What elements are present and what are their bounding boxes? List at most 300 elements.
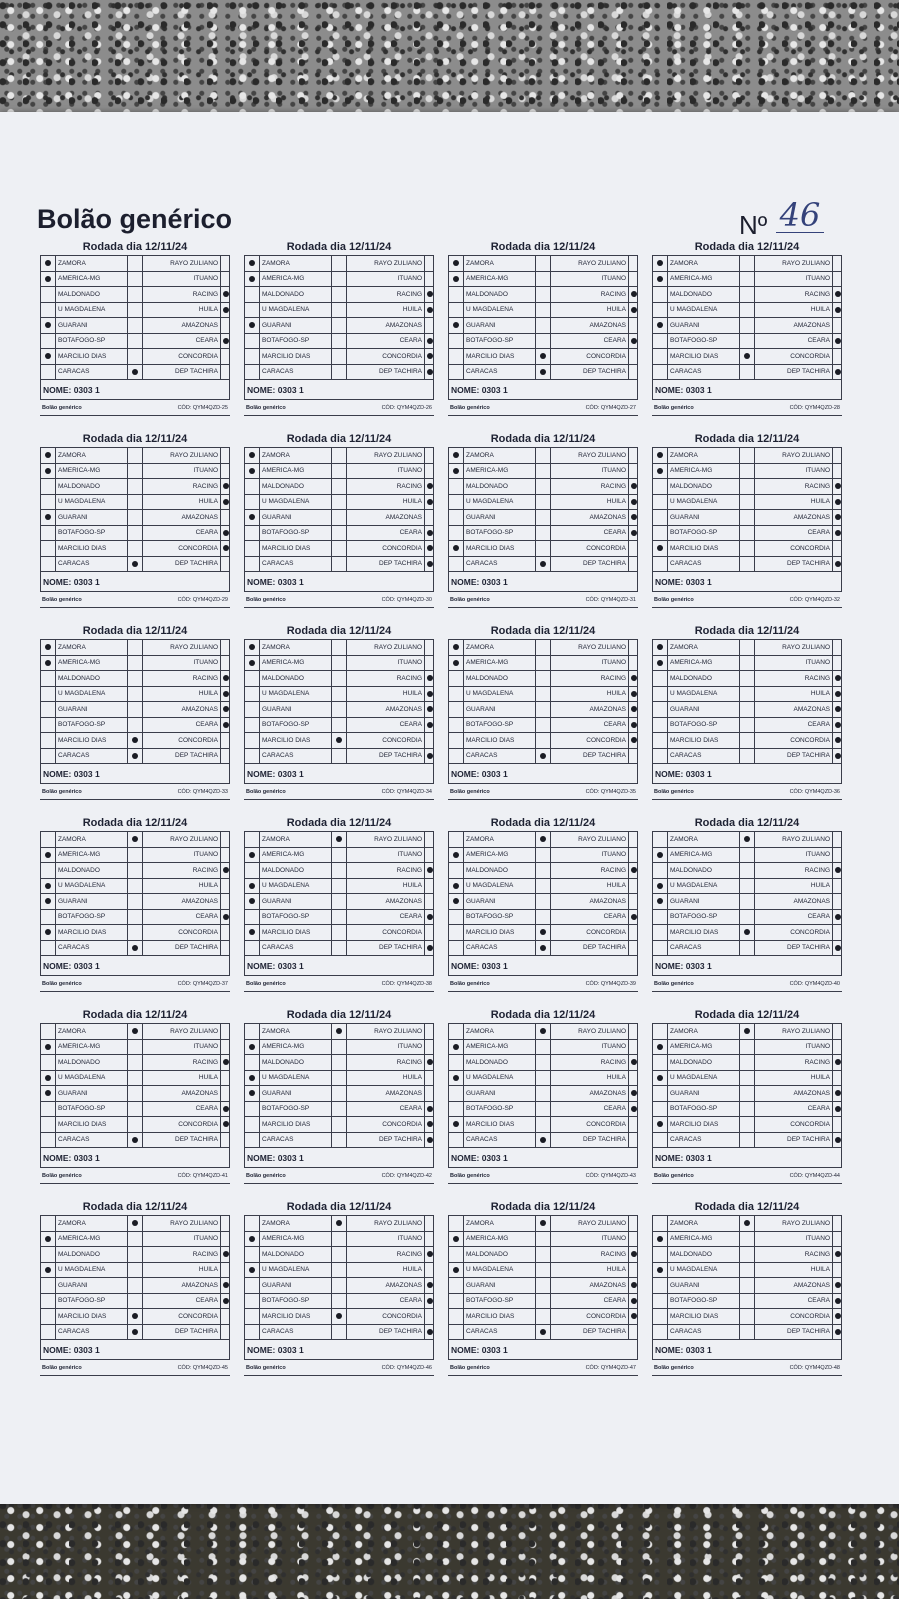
draw-pick-box[interactable] [739,1216,755,1231]
home-pick-box[interactable] [653,848,667,863]
home-pick-box[interactable] [449,1040,463,1055]
draw-pick-box[interactable] [127,349,143,364]
away-pick-box[interactable] [221,1313,230,1319]
away-pick-box[interactable] [629,322,638,328]
away-pick-box[interactable] [221,322,230,328]
draw-pick-box[interactable] [331,334,347,349]
draw-pick-box[interactable] [331,656,347,671]
home-pick-box[interactable] [449,464,463,479]
draw-pick-box[interactable] [331,287,347,302]
home-pick-box[interactable] [41,879,55,894]
draw-pick-box[interactable] [535,349,551,364]
draw-pick-box[interactable] [535,1216,551,1231]
away-pick-box[interactable] [221,1329,230,1335]
away-pick-box[interactable] [425,1220,434,1226]
away-pick-box[interactable] [221,852,230,858]
draw-pick-box[interactable] [535,1102,551,1117]
away-pick-box[interactable] [629,1028,638,1034]
home-pick-box[interactable] [653,1024,667,1039]
home-pick-box[interactable] [449,687,463,702]
draw-pick-box[interactable] [331,1278,347,1293]
draw-pick-box[interactable] [127,1325,143,1340]
home-pick-box[interactable] [653,1071,667,1086]
draw-pick-box[interactable] [127,510,143,525]
home-pick-box[interactable] [653,1055,667,1070]
home-pick-box[interactable] [245,557,259,572]
draw-pick-box[interactable] [127,941,143,956]
draw-pick-box[interactable] [127,733,143,748]
away-pick-box[interactable] [221,929,230,935]
away-pick-box[interactable] [833,322,842,328]
away-pick-box[interactable] [425,660,434,666]
draw-pick-box[interactable] [739,1278,755,1293]
home-pick-box[interactable] [41,464,55,479]
draw-pick-box[interactable] [331,640,347,655]
draw-pick-box[interactable] [331,1294,347,1309]
home-pick-box[interactable] [245,894,259,909]
home-pick-box[interactable] [449,1263,463,1278]
away-pick-box[interactable] [629,1329,638,1335]
home-pick-box[interactable] [245,1024,259,1039]
home-pick-box[interactable] [449,1071,463,1086]
draw-pick-box[interactable] [331,910,347,925]
away-pick-box[interactable] [425,1236,434,1242]
away-pick-box[interactable] [629,307,638,313]
draw-pick-box[interactable] [739,879,755,894]
draw-pick-box[interactable] [535,640,551,655]
draw-pick-box[interactable] [739,303,755,318]
away-pick-box[interactable] [833,1028,842,1034]
home-pick-box[interactable] [449,1102,463,1117]
home-pick-box[interactable] [653,1086,667,1101]
home-pick-box[interactable] [245,256,259,271]
draw-pick-box[interactable] [331,941,347,956]
home-pick-box[interactable] [245,941,259,956]
draw-pick-box[interactable] [535,925,551,940]
away-pick-box[interactable] [629,945,638,951]
draw-pick-box[interactable] [331,733,347,748]
away-pick-box[interactable] [221,468,230,474]
home-pick-box[interactable] [653,671,667,686]
away-pick-box[interactable] [629,1298,638,1304]
draw-pick-box[interactable] [739,287,755,302]
home-pick-box[interactable] [41,1294,55,1309]
away-pick-box[interactable] [629,852,638,858]
away-pick-box[interactable] [425,1313,434,1319]
home-pick-box[interactable] [449,256,463,271]
draw-pick-box[interactable] [739,479,755,494]
draw-pick-box[interactable] [739,1117,755,1132]
home-pick-box[interactable] [41,318,55,333]
away-pick-box[interactable] [221,898,230,904]
home-pick-box[interactable] [653,687,667,702]
draw-pick-box[interactable] [127,557,143,572]
away-pick-box[interactable] [833,291,842,297]
home-pick-box[interactable] [245,272,259,287]
home-pick-box[interactable] [41,1040,55,1055]
away-pick-box[interactable] [833,1267,842,1273]
away-pick-box[interactable] [221,499,230,505]
draw-pick-box[interactable] [535,272,551,287]
home-pick-box[interactable] [449,1117,463,1132]
draw-pick-box[interactable] [331,894,347,909]
home-pick-box[interactable] [41,1117,55,1132]
home-pick-box[interactable] [449,1086,463,1101]
draw-pick-box[interactable] [331,1216,347,1231]
draw-pick-box[interactable] [739,1263,755,1278]
draw-pick-box[interactable] [331,448,347,463]
home-pick-box[interactable] [245,303,259,318]
away-pick-box[interactable] [629,338,638,344]
home-pick-box[interactable] [41,334,55,349]
draw-pick-box[interactable] [535,1247,551,1262]
away-pick-box[interactable] [425,468,434,474]
away-pick-box[interactable] [629,675,638,681]
home-pick-box[interactable] [449,1278,463,1293]
draw-pick-box[interactable] [127,640,143,655]
away-pick-box[interactable] [221,867,230,873]
home-pick-box[interactable] [245,526,259,541]
away-pick-box[interactable] [833,675,842,681]
home-pick-box[interactable] [41,1278,55,1293]
away-pick-box[interactable] [425,322,434,328]
away-pick-box[interactable] [221,276,230,282]
home-pick-box[interactable] [449,718,463,733]
draw-pick-box[interactable] [331,1086,347,1101]
away-pick-box[interactable] [221,914,230,920]
home-pick-box[interactable] [653,557,667,572]
home-pick-box[interactable] [449,334,463,349]
home-pick-box[interactable] [41,1232,55,1247]
away-pick-box[interactable] [629,914,638,920]
home-pick-box[interactable] [245,1263,259,1278]
away-pick-box[interactable] [833,1251,842,1257]
home-pick-box[interactable] [245,1278,259,1293]
away-pick-box[interactable] [221,1028,230,1034]
away-pick-box[interactable] [833,1075,842,1081]
away-pick-box[interactable] [833,369,842,375]
home-pick-box[interactable] [41,287,55,302]
home-pick-box[interactable] [653,640,667,655]
home-pick-box[interactable] [653,1102,667,1117]
away-pick-box[interactable] [221,545,230,551]
draw-pick-box[interactable] [535,557,551,572]
draw-pick-box[interactable] [127,1086,143,1101]
away-pick-box[interactable] [221,691,230,697]
home-pick-box[interactable] [449,495,463,510]
home-pick-box[interactable] [449,879,463,894]
away-pick-box[interactable] [425,1075,434,1081]
home-pick-box[interactable] [245,879,259,894]
away-pick-box[interactable] [833,545,842,551]
draw-pick-box[interactable] [127,1040,143,1055]
home-pick-box[interactable] [653,863,667,878]
home-pick-box[interactable] [245,687,259,702]
draw-pick-box[interactable] [535,733,551,748]
away-pick-box[interactable] [629,1267,638,1273]
away-pick-box[interactable] [425,706,434,712]
draw-pick-box[interactable] [331,863,347,878]
away-pick-box[interactable] [425,499,434,505]
draw-pick-box[interactable] [331,495,347,510]
home-pick-box[interactable] [653,256,667,271]
draw-pick-box[interactable] [127,1294,143,1309]
away-pick-box[interactable] [221,1059,230,1065]
away-pick-box[interactable] [425,530,434,536]
draw-pick-box[interactable] [127,718,143,733]
draw-pick-box[interactable] [331,1309,347,1324]
away-pick-box[interactable] [221,1121,230,1127]
draw-pick-box[interactable] [739,925,755,940]
away-pick-box[interactable] [221,353,230,359]
home-pick-box[interactable] [449,1325,463,1340]
away-pick-box[interactable] [425,1137,434,1143]
home-pick-box[interactable] [653,349,667,364]
draw-pick-box[interactable] [535,1232,551,1247]
draw-pick-box[interactable] [739,1247,755,1262]
home-pick-box[interactable] [245,640,259,655]
away-pick-box[interactable] [833,1236,842,1242]
away-pick-box[interactable] [221,291,230,297]
home-pick-box[interactable] [41,910,55,925]
home-pick-box[interactable] [449,1309,463,1324]
away-pick-box[interactable] [425,1059,434,1065]
draw-pick-box[interactable] [535,256,551,271]
away-pick-box[interactable] [629,691,638,697]
draw-pick-box[interactable] [127,526,143,541]
home-pick-box[interactable] [653,464,667,479]
away-pick-box[interactable] [833,898,842,904]
home-pick-box[interactable] [449,1216,463,1231]
away-pick-box[interactable] [833,499,842,505]
home-pick-box[interactable] [653,1278,667,1293]
home-pick-box[interactable] [653,334,667,349]
draw-pick-box[interactable] [739,495,755,510]
draw-pick-box[interactable] [331,1232,347,1247]
away-pick-box[interactable] [425,914,434,920]
home-pick-box[interactable] [653,1117,667,1132]
away-pick-box[interactable] [221,369,230,375]
home-pick-box[interactable] [449,1247,463,1262]
home-pick-box[interactable] [41,1086,55,1101]
draw-pick-box[interactable] [535,671,551,686]
away-pick-box[interactable] [629,353,638,359]
away-pick-box[interactable] [629,737,638,743]
home-pick-box[interactable] [245,479,259,494]
draw-pick-box[interactable] [331,1133,347,1148]
home-pick-box[interactable] [449,1024,463,1039]
draw-pick-box[interactable] [535,941,551,956]
home-pick-box[interactable] [41,1263,55,1278]
home-pick-box[interactable] [449,925,463,940]
home-pick-box[interactable] [245,1086,259,1101]
draw-pick-box[interactable] [127,464,143,479]
draw-pick-box[interactable] [535,863,551,878]
home-pick-box[interactable] [41,640,55,655]
home-pick-box[interactable] [245,349,259,364]
home-pick-box[interactable] [41,1216,55,1231]
draw-pick-box[interactable] [739,334,755,349]
draw-pick-box[interactable] [127,256,143,271]
away-pick-box[interactable] [629,1059,638,1065]
away-pick-box[interactable] [425,369,434,375]
draw-pick-box[interactable] [739,832,755,847]
away-pick-box[interactable] [221,836,230,842]
away-pick-box[interactable] [221,883,230,889]
away-pick-box[interactable] [221,1251,230,1257]
draw-pick-box[interactable] [331,1055,347,1070]
away-pick-box[interactable] [221,530,230,536]
away-pick-box[interactable] [425,483,434,489]
home-pick-box[interactable] [449,272,463,287]
draw-pick-box[interactable] [331,349,347,364]
home-pick-box[interactable] [245,1232,259,1247]
home-pick-box[interactable] [653,925,667,940]
draw-pick-box[interactable] [739,941,755,956]
away-pick-box[interactable] [425,561,434,567]
home-pick-box[interactable] [41,941,55,956]
draw-pick-box[interactable] [331,925,347,940]
home-pick-box[interactable] [653,303,667,318]
draw-pick-box[interactable] [535,1133,551,1148]
away-pick-box[interactable] [629,836,638,842]
home-pick-box[interactable] [653,733,667,748]
draw-pick-box[interactable] [535,687,551,702]
away-pick-box[interactable] [629,260,638,266]
home-pick-box[interactable] [449,702,463,717]
draw-pick-box[interactable] [739,365,755,380]
away-pick-box[interactable] [629,898,638,904]
home-pick-box[interactable] [653,1232,667,1247]
draw-pick-box[interactable] [535,1278,551,1293]
draw-pick-box[interactable] [331,718,347,733]
home-pick-box[interactable] [41,510,55,525]
home-pick-box[interactable] [41,272,55,287]
draw-pick-box[interactable] [127,495,143,510]
home-pick-box[interactable] [41,733,55,748]
away-pick-box[interactable] [629,929,638,935]
home-pick-box[interactable] [245,910,259,925]
draw-pick-box[interactable] [331,303,347,318]
home-pick-box[interactable] [653,541,667,556]
home-pick-box[interactable] [41,863,55,878]
away-pick-box[interactable] [833,452,842,458]
home-pick-box[interactable] [245,1325,259,1340]
away-pick-box[interactable] [629,1121,638,1127]
away-pick-box[interactable] [221,338,230,344]
draw-pick-box[interactable] [331,1024,347,1039]
away-pick-box[interactable] [833,1044,842,1050]
draw-pick-box[interactable] [127,863,143,878]
home-pick-box[interactable] [245,1117,259,1132]
draw-pick-box[interactable] [127,303,143,318]
draw-pick-box[interactable] [331,1117,347,1132]
home-pick-box[interactable] [41,557,55,572]
home-pick-box[interactable] [41,1024,55,1039]
home-pick-box[interactable] [41,349,55,364]
draw-pick-box[interactable] [127,749,143,764]
away-pick-box[interactable] [629,530,638,536]
home-pick-box[interactable] [449,671,463,686]
draw-pick-box[interactable] [331,272,347,287]
draw-pick-box[interactable] [127,1263,143,1278]
home-pick-box[interactable] [41,1102,55,1117]
away-pick-box[interactable] [221,483,230,489]
away-pick-box[interactable] [221,706,230,712]
away-pick-box[interactable] [425,1044,434,1050]
draw-pick-box[interactable] [127,287,143,302]
home-pick-box[interactable] [449,510,463,525]
draw-pick-box[interactable] [739,894,755,909]
home-pick-box[interactable] [449,479,463,494]
draw-pick-box[interactable] [127,848,143,863]
draw-pick-box[interactable] [127,656,143,671]
home-pick-box[interactable] [245,656,259,671]
away-pick-box[interactable] [629,545,638,551]
draw-pick-box[interactable] [127,318,143,333]
away-pick-box[interactable] [425,291,434,297]
away-pick-box[interactable] [425,929,434,935]
home-pick-box[interactable] [245,1216,259,1231]
draw-pick-box[interactable] [535,1086,551,1101]
home-pick-box[interactable] [41,1309,55,1324]
home-pick-box[interactable] [653,656,667,671]
away-pick-box[interactable] [833,260,842,266]
home-pick-box[interactable] [245,287,259,302]
away-pick-box[interactable] [833,1313,842,1319]
away-pick-box[interactable] [221,1106,230,1112]
draw-pick-box[interactable] [331,879,347,894]
draw-pick-box[interactable] [127,1055,143,1070]
away-pick-box[interactable] [221,307,230,313]
away-pick-box[interactable] [629,722,638,728]
home-pick-box[interactable] [41,718,55,733]
draw-pick-box[interactable] [739,863,755,878]
draw-pick-box[interactable] [331,671,347,686]
away-pick-box[interactable] [221,753,230,759]
draw-pick-box[interactable] [535,1263,551,1278]
away-pick-box[interactable] [425,898,434,904]
home-pick-box[interactable] [245,1071,259,1086]
away-pick-box[interactable] [221,722,230,728]
away-pick-box[interactable] [425,1282,434,1288]
away-pick-box[interactable] [629,561,638,567]
away-pick-box[interactable] [221,260,230,266]
draw-pick-box[interactable] [535,526,551,541]
home-pick-box[interactable] [449,541,463,556]
draw-pick-box[interactable] [739,464,755,479]
draw-pick-box[interactable] [739,656,755,671]
away-pick-box[interactable] [833,353,842,359]
home-pick-box[interactable] [449,863,463,878]
away-pick-box[interactable] [221,1075,230,1081]
draw-pick-box[interactable] [127,702,143,717]
draw-pick-box[interactable] [127,894,143,909]
away-pick-box[interactable] [425,260,434,266]
draw-pick-box[interactable] [739,526,755,541]
away-pick-box[interactable] [425,722,434,728]
draw-pick-box[interactable] [127,1309,143,1324]
draw-pick-box[interactable] [739,1102,755,1117]
draw-pick-box[interactable] [127,448,143,463]
draw-pick-box[interactable] [739,640,755,655]
home-pick-box[interactable] [449,303,463,318]
draw-pick-box[interactable] [331,749,347,764]
home-pick-box[interactable] [653,894,667,909]
draw-pick-box[interactable] [535,848,551,863]
draw-pick-box[interactable] [331,848,347,863]
home-pick-box[interactable] [653,941,667,956]
